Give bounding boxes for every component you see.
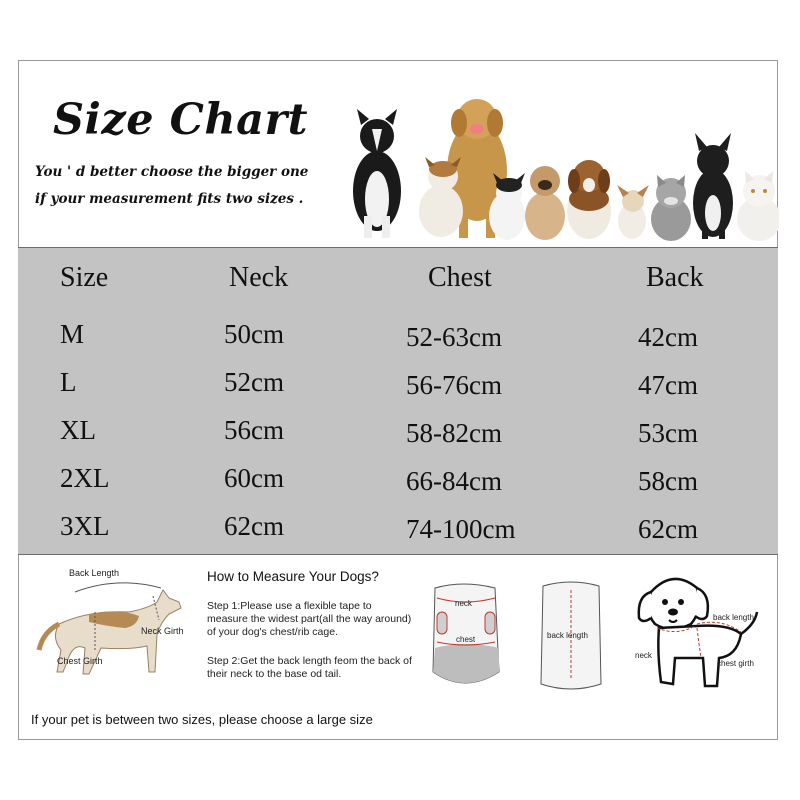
puppy-label-chest-girth: chest girth bbox=[717, 659, 754, 668]
garment-label-back-length: back length bbox=[547, 631, 588, 640]
neck-cell: 52cm bbox=[224, 367, 284, 397]
size-cell: XL bbox=[60, 415, 96, 445]
pets-group-illustration bbox=[339, 81, 779, 247]
size-table bbox=[18, 247, 778, 555]
header-banner bbox=[19, 61, 777, 247]
dog-label-back-length: Back Length bbox=[69, 568, 120, 578]
garment-front bbox=[433, 584, 499, 683]
french-bulldog-illustration bbox=[693, 133, 733, 239]
chest-cell: 74-100cm bbox=[406, 514, 516, 544]
size-cell: M bbox=[60, 319, 85, 349]
advice-note-line2: if your measurement fits two sizes . bbox=[35, 191, 304, 207]
garment-back bbox=[541, 582, 601, 689]
table-header-neck: Neck bbox=[229, 262, 289, 293]
back-cell: 42cm bbox=[638, 322, 698, 352]
back-cell: 47cm bbox=[638, 370, 698, 400]
puppy-measure-diagram bbox=[617, 562, 773, 712]
jack-russell-illustration bbox=[419, 157, 463, 237]
border-collie-illustration bbox=[353, 109, 401, 238]
table-header-chest: Chest bbox=[428, 262, 492, 293]
chihuahua-illustration bbox=[617, 185, 649, 239]
footer-advice: If your pet is between two sizes, please choose a large size bbox=[31, 712, 373, 727]
advice-note-line1: You ' d better choose the bigger one bbox=[35, 164, 309, 180]
puppy-label-back-length: back length bbox=[713, 613, 754, 622]
page-title: Size Chart bbox=[53, 95, 309, 145]
back-cell: 58cm bbox=[638, 466, 698, 496]
guide-step2: Step 2:Get the back length feom the back of their neck to the base od tail. bbox=[207, 655, 412, 680]
garment-label-neck: neck bbox=[455, 599, 472, 608]
guide-step1: Step 1:Please use a flexible tape to measure the widest part(all the way around) of your dog's chest/rib cage. bbox=[207, 600, 412, 638]
size-cell: 2XL bbox=[60, 463, 110, 493]
chest-cell: 56-76cm bbox=[406, 370, 502, 400]
white-cat-illustration bbox=[737, 171, 779, 241]
measure-guide bbox=[19, 556, 777, 739]
grey-cat-illustration bbox=[651, 175, 691, 241]
neck-cell: 56cm bbox=[224, 415, 284, 445]
back-cell: 53cm bbox=[638, 418, 698, 448]
pekingese-illustration bbox=[525, 166, 565, 240]
neck-cell: 62cm bbox=[224, 511, 284, 541]
neck-cell: 60cm bbox=[224, 463, 284, 493]
dog-label-neck-girth: Neck Girth bbox=[141, 626, 184, 636]
dog-label-chest-girth: Chest Girth bbox=[57, 656, 103, 666]
chest-cell: 66-84cm bbox=[406, 466, 502, 496]
chest-cell: 52-63cm bbox=[406, 322, 502, 352]
garment-measure-diagram bbox=[423, 576, 623, 706]
beagle-illustration bbox=[567, 160, 611, 239]
back-cell: 62cm bbox=[638, 514, 698, 544]
table-header-back: Back bbox=[646, 262, 704, 293]
size-cell: L bbox=[60, 367, 77, 397]
neck-cell: 50cm bbox=[224, 319, 284, 349]
chest-cell: 58-82cm bbox=[406, 418, 502, 448]
puppy-label-neck: neck bbox=[635, 651, 652, 660]
table-header-size: Size bbox=[60, 262, 109, 293]
garment-label-chest: chest bbox=[456, 635, 476, 644]
guide-title: How to Measure Your Dogs? bbox=[207, 569, 379, 584]
size-cell: 3XL bbox=[60, 511, 110, 541]
dog-measure-diagram bbox=[29, 562, 199, 702]
